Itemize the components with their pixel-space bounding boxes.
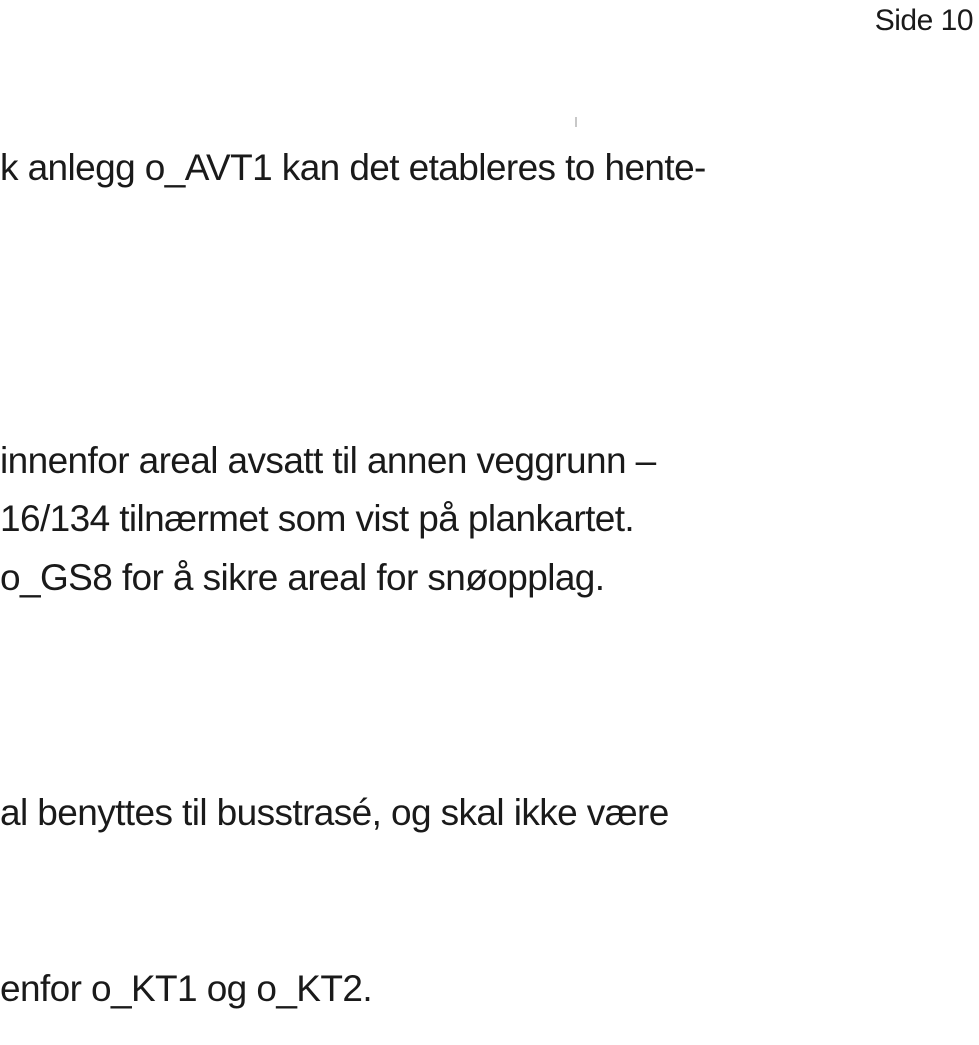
page-number: Side 10 <box>874 4 973 37</box>
text-line: innenfor areal avsatt til annen veggrunn – <box>0 440 656 481</box>
text-line: enfor o_KT1 og o_KT2. <box>0 968 373 1009</box>
text-line: o_GS8 for å sikre areal for snøopplag. <box>0 557 605 598</box>
text-line: al benyttes til busstrasé, og skal ikke være <box>0 792 669 833</box>
text-line: 16/134 tilnærmet som vist på plankartet. <box>0 498 635 539</box>
text-line: k anlegg o_AVT1 kan det etableres to hente- <box>0 147 706 188</box>
scan-speck <box>575 117 577 127</box>
